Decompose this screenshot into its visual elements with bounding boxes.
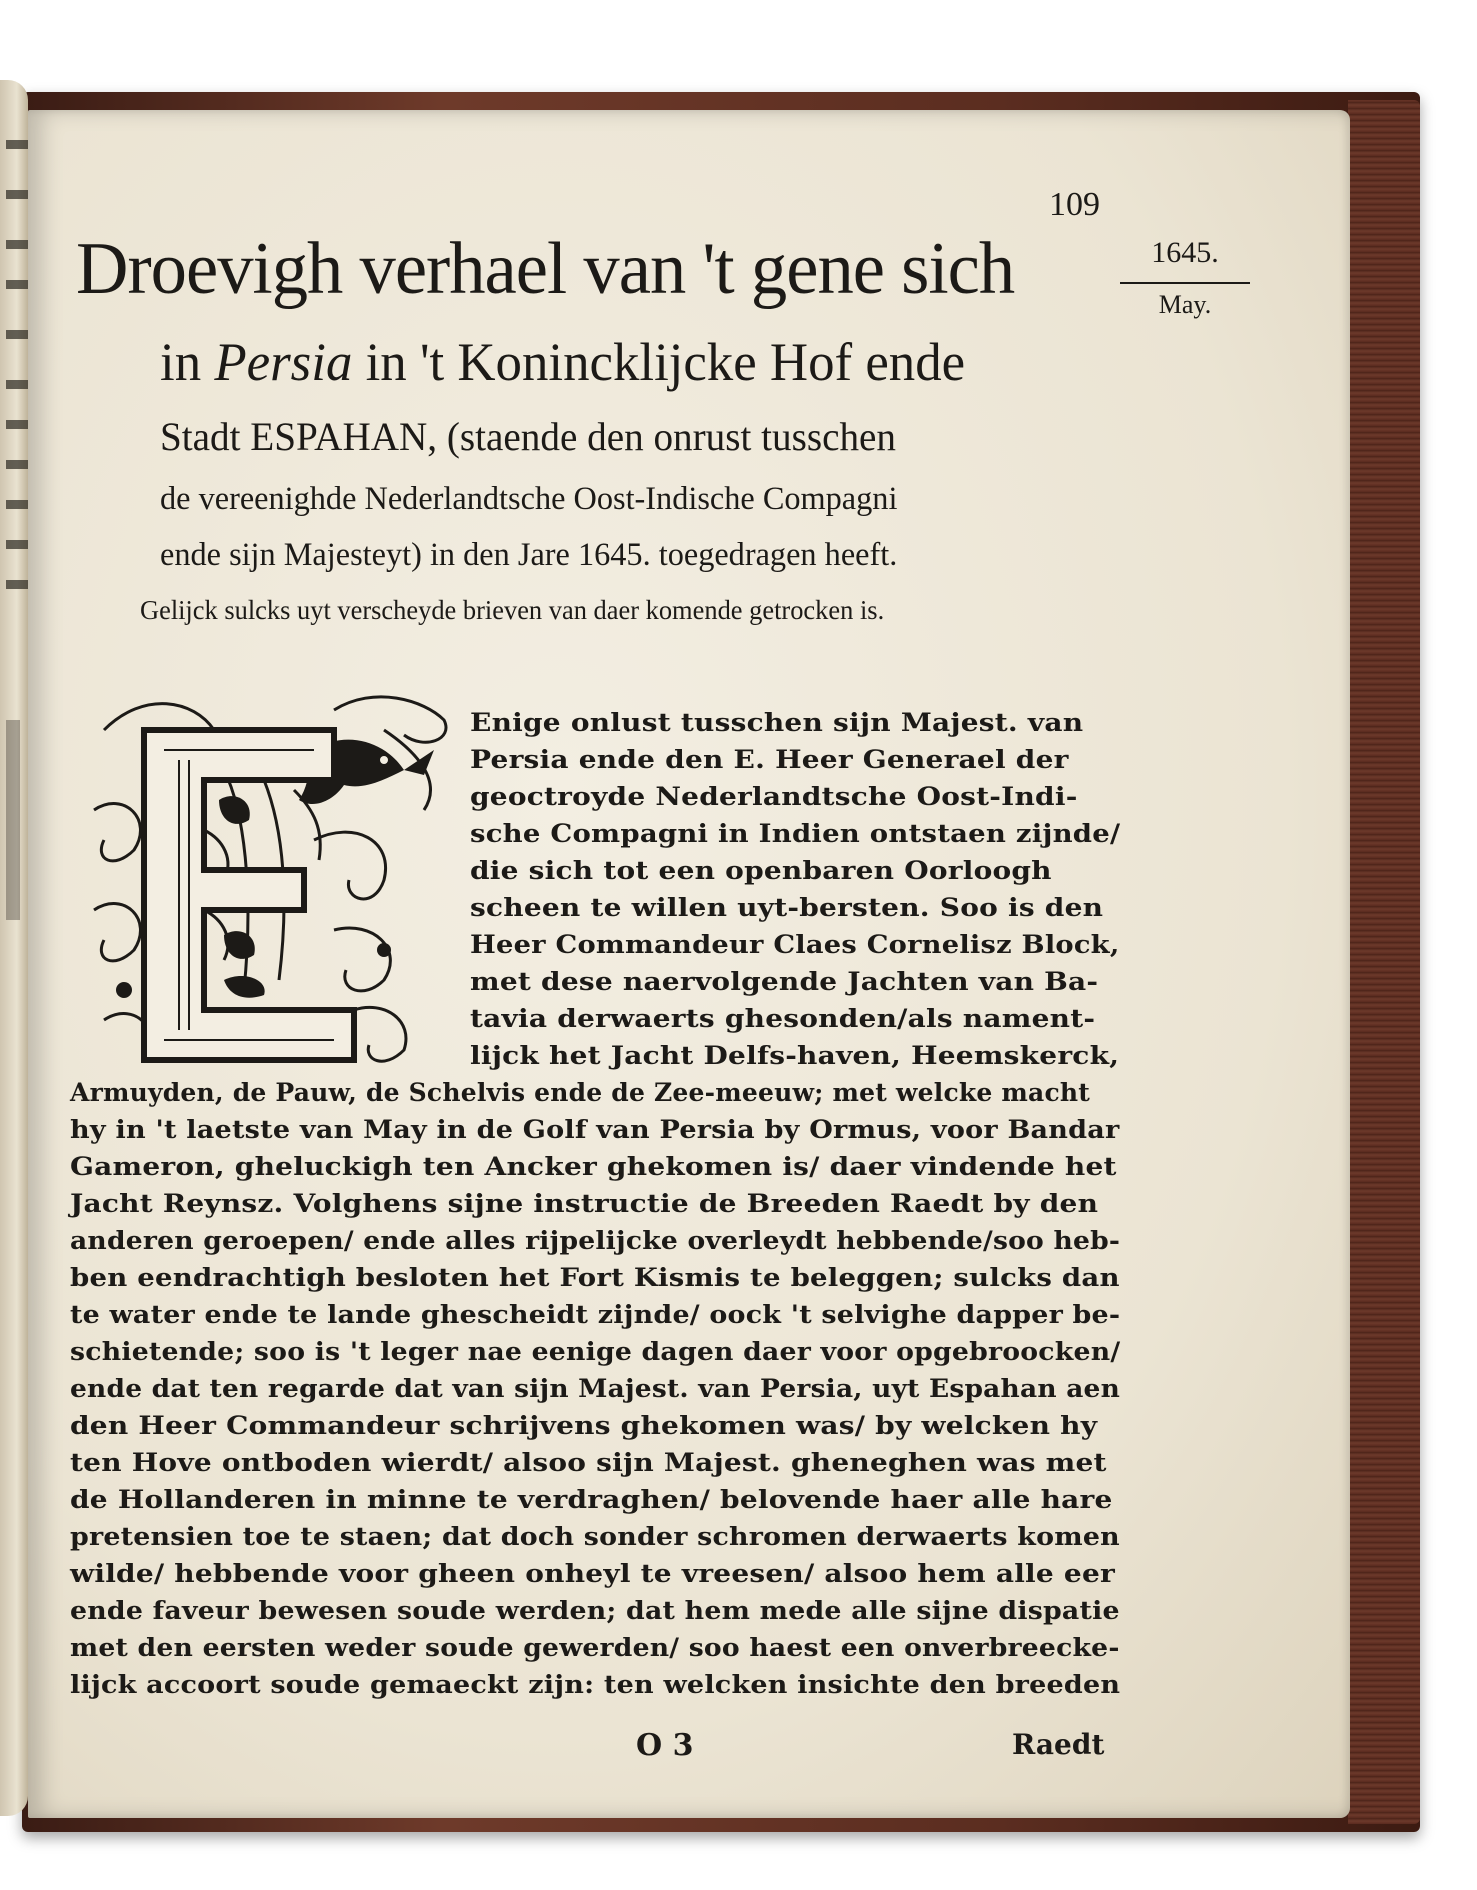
body-line: wilde/ hebbende voor gheen onheyl te vreesen/ alsoo hem alle eer (70, 1559, 1115, 1588)
facing-page-edge (0, 80, 28, 1816)
body-line: ende dat ten regarde dat van sĳn Majest. van Persia, uyt Espahan aen (70, 1374, 1121, 1403)
body-line: de Hollanderen in minne te verdraghen/ belovende haer alle hare (70, 1485, 1113, 1514)
body-line: Enige onlust tusschen sĳn Majest. van (470, 708, 1084, 737)
body-line: pretensien toe te staen; dat doch sonder schromen derwaerts komen (70, 1522, 1120, 1551)
title-line-4: de vereenighde Nederlandtsche Oost-Indische Compagni (160, 481, 898, 517)
page-number: 109 (1049, 186, 1100, 223)
body-line: die sich tot een openbaren Oorloogh (470, 856, 1052, 885)
body-line: Armuyden, de Pauw, de Schelvis ende de Zee-meeuw; met welcke macht (70, 1078, 1090, 1107)
body-line: met den eersten weder soude gewerden/ soo haest een onverbreecke- (70, 1633, 1120, 1662)
body-line: te water ende te lande ghescheidt zĳnde/ oock 't selvighe dapper be- (70, 1300, 1121, 1329)
signature-mark: O 3 (636, 1728, 694, 1763)
body-line: geoctroyde Nederlandtsche Oost-Indi- (470, 782, 1078, 811)
body-line: hy in 't laetste van May in de Golf van Persia by Ormus, voor Bandar (70, 1115, 1120, 1144)
subtitle: Gelĳck sulcks uyt verscheyde brieven van daer komende getrocken is. (140, 595, 885, 625)
body-line: lĳck accoort soude gemaeckt zĳn: ten welcken insichte den breeden (70, 1670, 1121, 1699)
margin-note-month: May. (1158, 290, 1212, 319)
body-line: den Heer Commandeur schrĳvens ghekomen was/ by welcken hy (70, 1411, 1098, 1440)
body-line: schietende; soo is 't leger nae eenige dagen daer voor opgebroocken/ (70, 1337, 1121, 1366)
body-line: scheen te willen uyt-bersten. Soo is den (470, 893, 1104, 922)
body-line: anderen geroepen/ ende alles rĳpelĳcke overleydt hebbende/soo heb- (70, 1226, 1121, 1255)
title-line-2-post: in 't Konincklĳcke Hof ende (352, 332, 966, 392)
decorated-initial-e-icon (84, 690, 470, 1080)
body-line: Jacht Reynsz. Volghens sĳne instructie de Breeden Raedt by den (70, 1189, 1099, 1218)
title-line-2 (160, 330, 1100, 394)
body-line: ende faveur bewesen soude werden; dat hem mede alle sĳne dispatie (70, 1596, 1120, 1625)
title-line-2-italic: Persia (214, 332, 353, 392)
title-line-2-pre: in (160, 332, 215, 392)
body-line: sche Compagni in Indien ontstaen zĳnde/ (470, 819, 1121, 848)
body-line: ben eendrachtigh besloten het Fort Kismis te beleggen; sulcks dan (70, 1263, 1120, 1292)
body-line: Heer Commandeur Claes Cornelisz Block, (470, 930, 1120, 959)
body-line: met dese naervolgende Jachten van Ba- (470, 967, 1099, 996)
body-line: Gameron, gheluckigh ten Ancker ghekomen is/ daer vindende het (70, 1152, 1117, 1181)
title-line-1: Droevigh verhael van 't gene sich (76, 228, 1015, 310)
binding-board-edge (1348, 100, 1420, 1824)
body-line: lĳck het Jacht Delfs-haven, Heemskerck, (470, 1041, 1120, 1070)
body-line: ten Hove ontboden wierdt/ alsoo sĳn Majest. gheneghen was met (70, 1448, 1107, 1477)
title-line-3: Stadt ESPAHAN, (staende den onrust tusschen (160, 414, 897, 459)
catchword: Raedt (1012, 1728, 1105, 1761)
body-line: Persia ende den E. Heer Generael der (470, 745, 1069, 774)
body-line: tavia derwaerts ghesonden/als nament- (470, 1004, 1096, 1033)
margin-note-year: 1645. (1151, 236, 1219, 269)
title-line-5: ende sĳn Majesteyt) in den Jare 1645. toegedragen heeft. (160, 537, 898, 573)
margin-note-rule (1120, 282, 1250, 284)
